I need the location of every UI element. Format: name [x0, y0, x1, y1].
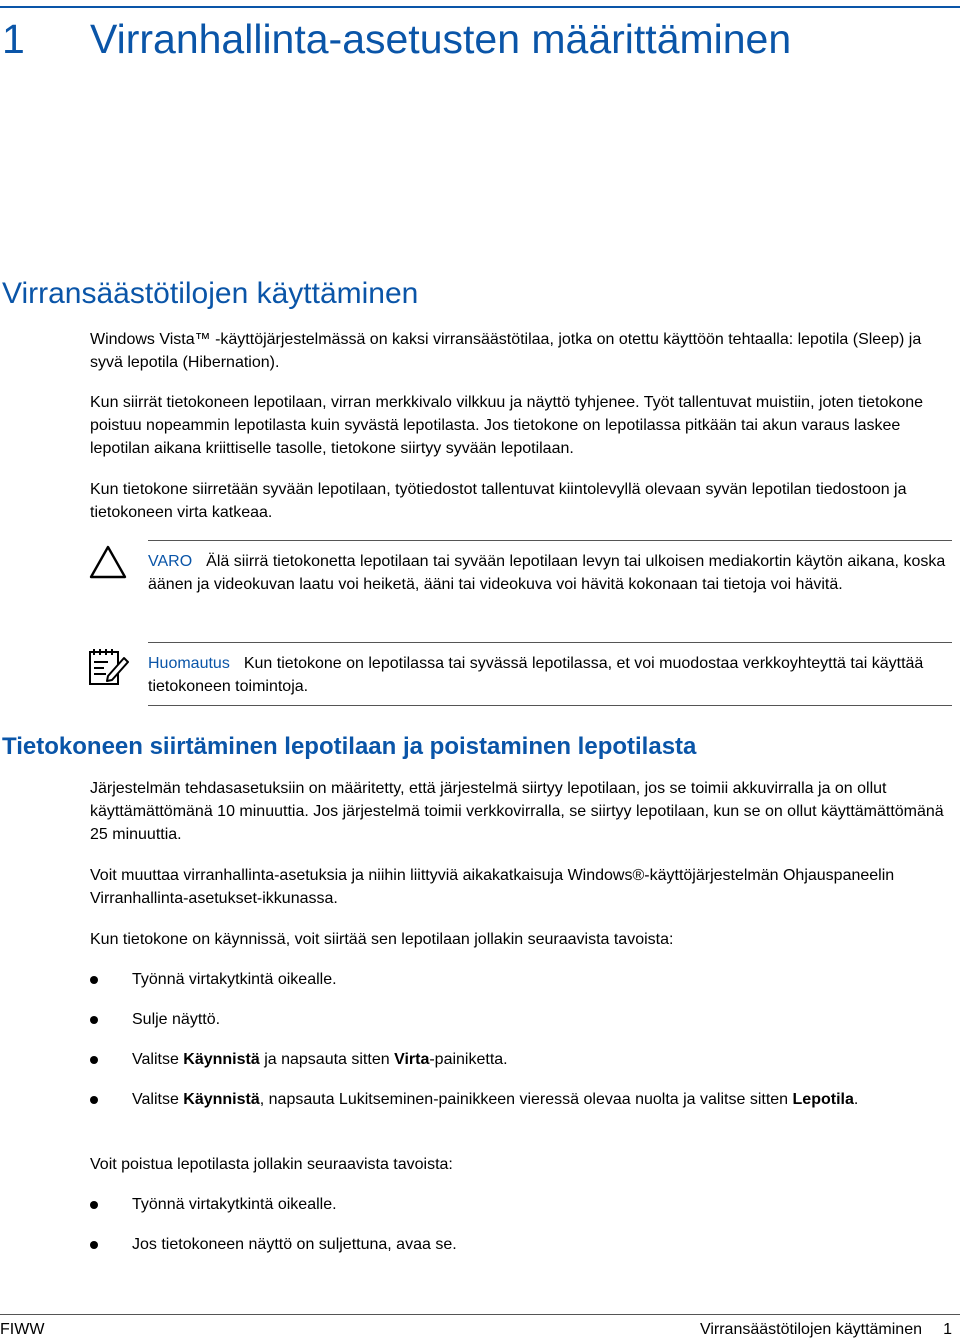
chapter-number: 1	[2, 16, 25, 62]
list-item	[90, 968, 956, 991]
start-menu-term: Käynnistä	[183, 1091, 260, 1108]
list-item-text: .	[853, 1091, 859, 1108]
paragraph-sleep: Kun siirrät tietokoneen lepotilaan, virran merkkivalo vilkkuu ja näyttö tyhjenee. Työt tallentuvat muistiin, joten tietokone poistuu nopeammin lepotilasta kuin syvästä lepotilasta. Jos tietokone on lepotilassa pitkään tai akun varaus laskee lepotilan aikana kriittiselle tasolle, tietokone siirtyy syvään lepotilaan.	[90, 394, 924, 457]
bullet-icon	[90, 976, 98, 984]
list-item	[90, 1088, 956, 1111]
bullet-icon	[90, 1096, 98, 1104]
caution-label: VARO	[148, 553, 193, 570]
chapter-title-text: Virranhallinta-asetusten määrittäminen	[90, 16, 792, 62]
paragraph-control-panel: Voit muuttaa virranhallinta-asetuksia ja niihin liittyviä aikakatkaisuja Windows®-käyttöjärjestelmän Ohjauspaneelin Virranhallinta-asetukset-ikkunassa.	[90, 867, 895, 907]
list-item-text: Valitse	[132, 1091, 184, 1108]
list-item-text: Työnnä virtakytkintä oikealle.	[132, 1196, 337, 1213]
chapter-top-rule	[0, 6, 960, 8]
note-rule	[148, 642, 952, 643]
footer-rule	[0, 1314, 960, 1315]
list-item-text: Sulje näyttö.	[132, 1011, 221, 1028]
list-item-text: , napsauta Lukitseminen-painikkeen vieressä olevaa nuolta ja valitse sitten	[259, 1091, 793, 1108]
footer-section-title: Virransäästötilojen käyttäminen	[699, 1321, 922, 1338]
list-item	[90, 1048, 956, 1071]
paragraph-intro: Windows Vista™ -käyttöjärjestelmässä on kaksi virransäästötilaa, jotka on otettu käyttöön tehtaalla: lepotila (Sleep) ja syvä lepotila (Hibernation).	[90, 331, 922, 371]
list-item-text: ja napsauta sitten	[259, 1051, 395, 1068]
caution-rule	[148, 540, 952, 541]
caution-text: Älä siirrä tietokonetta lepotilaan tai syvään lepotilaan levyn tai ulkoisen mediakortin käytön aikana, koska äänen ja videokuvan laatu voi heiketä, ääni tai videokuva voi hävitä kokonaan tai tietoja voi hävitä.	[148, 553, 946, 593]
bullet-icon	[90, 1016, 98, 1024]
bullet-icon	[90, 1056, 98, 1064]
power-button-term: Virta	[394, 1051, 430, 1068]
paragraph-enter-sleep: Kun tietokone on käynnissä, voit siirtää sen lepotilaan jollakin seuraavista tavoista:	[90, 931, 674, 948]
exit-sleep-list	[90, 1193, 956, 1256]
list-item	[90, 1193, 956, 1216]
sleep-term: Lepotila	[792, 1091, 854, 1108]
enter-sleep-list	[90, 968, 956, 1111]
section-heading-power-saving: Virransäästötilojen käyttäminen	[2, 277, 419, 310]
warning-triangle-icon	[88, 544, 128, 585]
paragraph-exit-sleep: Voit poistua lepotilasta jollakin seuraavista tavoista:	[90, 1156, 453, 1173]
paragraph-hibernation: Kun tietokone siirretään syvään lepotilaan, työtiedostot tallentuvat kiintolevyllä olevaan syvän lepotilan tiedostoon ja tietokoneen virta katkeaa.	[90, 481, 907, 521]
bullet-icon	[90, 1201, 98, 1209]
list-item-text: Jos tietokoneen näyttö on suljettuna, avaa se.	[132, 1236, 457, 1253]
page-number: 1	[943, 1321, 952, 1338]
list-item	[90, 1008, 956, 1031]
note-callout	[148, 652, 952, 698]
start-menu-term: Käynnistä	[183, 1051, 260, 1068]
list-item-text: Valitse	[132, 1051, 184, 1068]
footer-left: FIWW	[0, 1321, 45, 1338]
note-bottom-rule	[148, 705, 952, 706]
chapter-title	[0, 14, 960, 64]
section-heading-sleep: Tietokoneen siirtäminen lepotilaan ja poistaminen lepotilasta	[2, 733, 697, 760]
note-text: Kun tietokone on lepotilassa tai syvässä lepotilassa, et voi muodostaa verkkoyhteyttä tai käyttää tietokoneen toimintoja.	[148, 655, 924, 695]
note-label: Huomautus	[148, 655, 230, 672]
bullet-icon	[90, 1241, 98, 1249]
paragraph-defaults: Järjestelmän tehdasasetuksiin on määritetty, että järjestelmä siirtyy lepotilaan, jos se toimii akkuvirralla ja on ollut käyttämättömänä 10 minuuttia. Jos järjestelmä toimii verkkovirralla, se siirtyy lepotilaan, kun se on ollut käyttämättömänä 25 minuuttia.	[90, 780, 944, 843]
caution-callout	[148, 550, 952, 596]
list-item-text: -painiketta.	[429, 1051, 508, 1068]
list-item-text: Työnnä virtakytkintä oikealle.	[132, 971, 337, 988]
note-pencil-icon	[86, 646, 130, 693]
list-item	[90, 1233, 956, 1256]
